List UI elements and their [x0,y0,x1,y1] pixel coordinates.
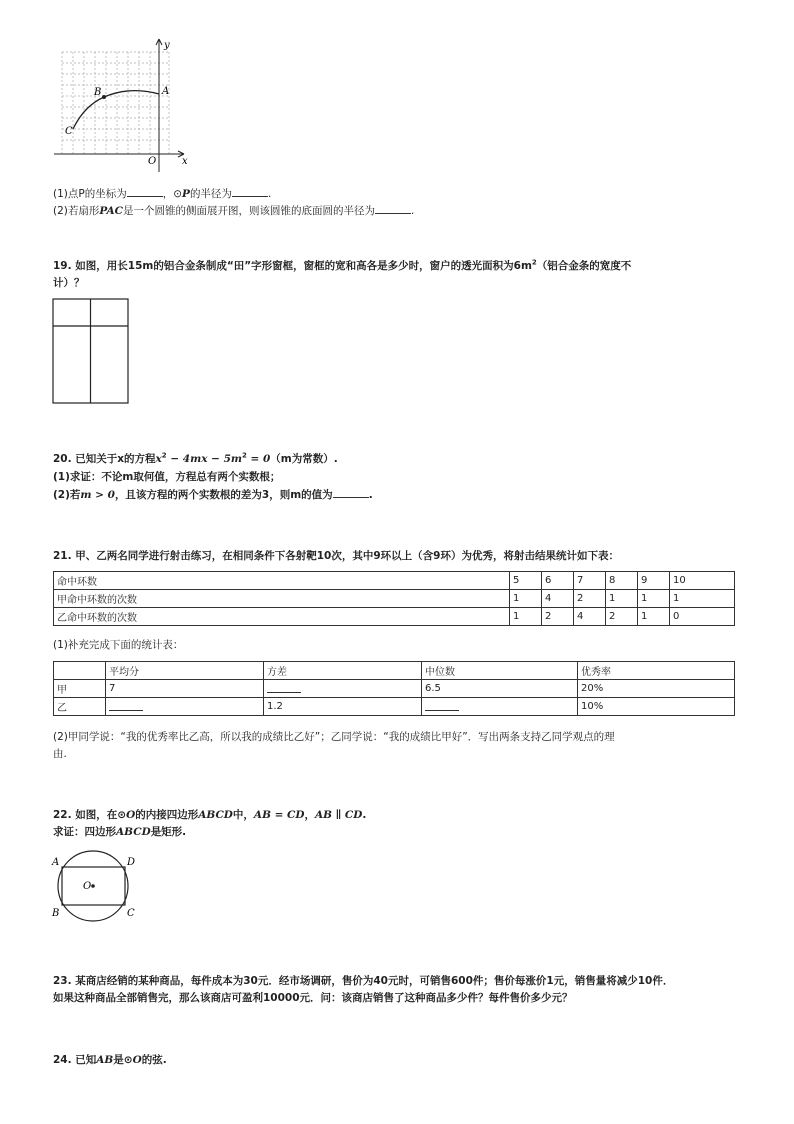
table-cell: 2 [606,608,638,626]
circle-symbol: ⊙ [123,1054,133,1066]
q23-line2: 如果这种商品全部销售完，那么该商店可盈利10000元．问：该商店销售了这种商品多少件？每件售价多少元？ [53,992,573,1004]
q19-line1 [53,258,631,273]
table-cell: 1 [510,590,542,608]
q18-part1-end: . [267,188,272,200]
answer-blank[interactable] [267,682,301,693]
arc-cab [73,91,159,129]
q21-sub2-line1: (2)甲同学说：“我的优秀率比乙高，所以我的成绩比乙好”；乙同学说：“我的成绩比甲好”．写出两条支持乙同学观点的理 [53,731,615,743]
table-cell: 甲 [54,680,106,698]
answer-blank[interactable] [425,700,459,711]
label-c: C [65,126,73,137]
table-cell: 6.5 [422,680,578,698]
table-cell: 7 [106,680,264,698]
table-row [54,698,735,716]
table-cell: 4 [574,608,606,626]
window-frame-figure [52,298,132,406]
math-p: P [182,188,190,200]
table-cell[interactable] [106,698,264,716]
q20-note: （m为常数）. [270,453,338,465]
math-terms: − 4mx − 5m [166,453,242,465]
table-cell: 1 [510,608,542,626]
math-pac: PAC [99,205,124,217]
table-cell: 7 [574,572,606,590]
q20-line3 [53,487,373,502]
table-cell: 优秀率 [578,662,735,680]
math-sup: 2 [161,451,167,460]
table-cell: 1 [638,590,670,608]
label-b: B [52,908,60,919]
table-cell: 2 [574,590,606,608]
q20-text3: (2)若 [53,489,81,501]
q18-part1-text: (1)点P的坐标为 [53,188,127,200]
q21-intro: 21. 甲、乙两名同学进行射击练习，在相同条件下各射靶10次，其中9环以上（含9环）为优秀，将射击结果统计如下表： [53,550,619,562]
q18-part1-text2: 的半径为 [189,188,232,200]
q19-text2: 的铝合金条制成“田”字形窗框，窗框的宽和高各是多少时，窗户的透光面积为 [153,260,514,272]
table-cell: 甲命中环数的次数 [54,590,510,608]
q24-text: 24. 已知 [53,1054,97,1066]
table-cell[interactable] [264,680,422,698]
q19-length: 15m [127,260,154,272]
answer-blank[interactable] [333,487,369,498]
math-eq: = 0 [246,453,271,465]
table-cell[interactable] [422,698,578,716]
center-point [91,884,95,888]
math-sup: 2 [241,451,247,460]
table-cell: 8 [606,572,638,590]
q20-line2: (1)求证：不论m取何值，方程总有两个实数根； [53,471,281,483]
q22-line1 [53,807,366,822]
table-cell: 0 [670,608,735,626]
q19-line2: 计）？ [53,277,85,289]
q18-part2-end: . [411,205,415,217]
table-cell: 乙 [54,698,106,716]
q21-sub1: (1)补充完成下面的统计表： [53,639,184,651]
q23-line1: 23. 某商店经销的某种商品，每件成本为30元．经市场调研，售价为40元时，可销售600件；售价每涨价1元，销售量将减少10件． [53,975,674,987]
table-cell: 1 [638,608,670,626]
q22-line2 [53,824,186,839]
q18-part1-sep: ， [162,188,174,200]
table-row [54,572,735,590]
q22-text5: 是矩形. [150,826,187,838]
circle-symbol: ⊙ [173,188,183,200]
table-cell: 命中环数 [54,572,510,590]
answer-blank[interactable] [109,700,143,711]
answer-blank[interactable] [232,186,268,197]
table-cell: 平均分 [106,662,264,680]
q24-text2: 是 [113,1054,124,1066]
q18-part2-text: (2)若扇形 [53,205,100,217]
q22-text2: 的内接四边形 [135,809,199,821]
q22-text4: 求证：四边形 [53,826,116,838]
statistics-table [53,661,735,716]
math-o: O [126,809,136,821]
table-row [54,662,735,680]
table-cell: 20% [578,680,735,698]
table-cell [54,662,106,680]
q20-end: . [368,489,373,501]
table-cell: 1.2 [264,698,422,716]
q19-area-sup: 2 [531,258,537,267]
math-x: x [155,453,162,465]
math-abcd: ABCD [116,826,151,838]
label-o: O [83,881,92,892]
answer-blank[interactable] [375,203,411,214]
table-cell: 中位数 [422,662,578,680]
table-row [54,608,735,626]
q19-text: 19. 如图，用长 [53,260,128,272]
math-condition: m > 0 [80,489,115,501]
q18-part1 [53,186,271,201]
q22-sep: ， [304,809,316,821]
label-d: D [127,857,136,868]
answer-blank[interactable] [127,186,163,197]
table-row [54,680,735,698]
label-b: B [94,87,102,98]
grid-lines [62,52,169,154]
table-cell: 9 [638,572,670,590]
q20-line1 [53,451,338,466]
table-cell: 2 [542,608,574,626]
table-cell: 乙命中环数的次数 [54,608,510,626]
table-cell: 4 [542,590,574,608]
label-x: x [182,156,188,167]
math-o: O [132,1054,142,1066]
q18-part2 [53,203,414,218]
inscribed-quadrilateral-figure [50,850,145,922]
q20-text4: ，且该方程的两个实数根的差为3，则m的值为 [114,489,333,501]
math-abcd: ABCD [198,809,233,821]
q19-area: 6m [513,260,532,272]
table-cell: 10 [670,572,735,590]
table-cell: 5 [510,572,542,590]
math-ab-parallel-cd: AB ∥ CD [315,809,363,821]
table-row [54,590,735,608]
table-cell: 10% [578,698,735,716]
table-cell: 1 [670,590,735,608]
q19-text3: （铝合金条的宽度不 [536,260,632,272]
point-b [102,95,106,99]
coordinate-grid-figure [52,34,197,174]
q18-part2-text2: 是一个圆锥的侧面展开图，则该圆锥的底面圆的半径为 [123,205,376,217]
q24-end: 的弦. [141,1054,167,1066]
q22-text3: 中， [232,809,254,821]
table-cell: 方差 [264,662,422,680]
circle-symbol: ⊙ [117,809,127,821]
math-ab-eq-cd: AB = CD [253,809,305,821]
table-cell: 6 [542,572,574,590]
q20-text: 20. 已知关于x的方程 [53,453,156,465]
label-y: y [164,40,170,51]
q22-end: . [362,809,367,821]
shooting-results-table [53,571,735,626]
table-cell: 1 [606,590,638,608]
q24-line [53,1052,167,1067]
q21-sub2-line2: 由. [53,748,67,760]
math-ab: AB [96,1054,114,1066]
label-a: A [52,857,60,868]
label-a: A [162,86,170,97]
q22-text: 22. 如图，在 [53,809,118,821]
label-c: C [127,908,135,919]
label-o: O [148,156,157,167]
